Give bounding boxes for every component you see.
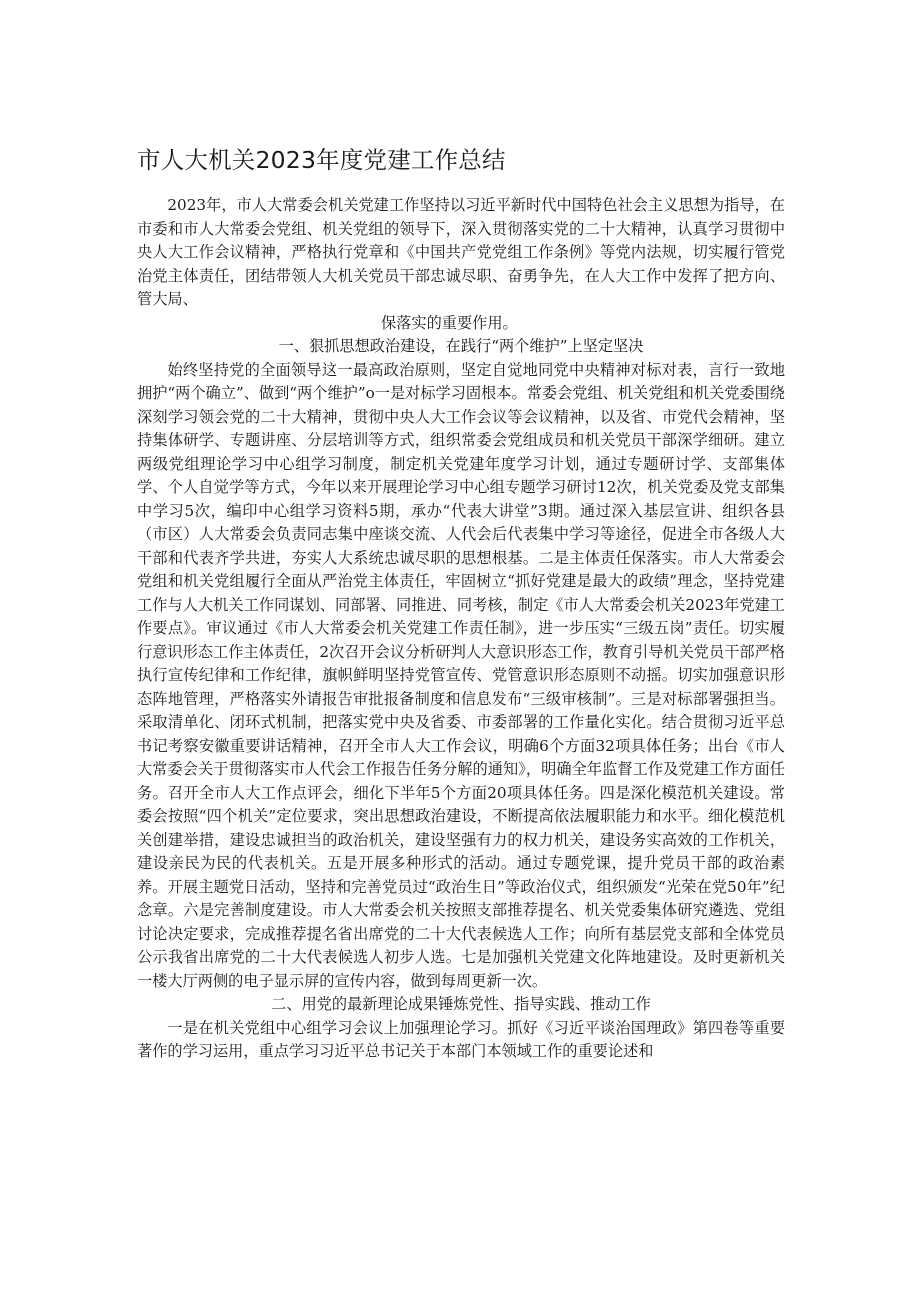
section-2-heading: 二、用党的最新理论成果锤炼党性、指导实践、推动工作 (271, 995, 651, 1013)
section-1-heading: 一、狠抓思想政治建设，在践行“两个维护”上坚定坚决 (278, 337, 644, 355)
section-2-paragraph: 一是在机关党组中心组学习会议上加强理论学习。抓好《习近平谈治国理政》第四卷等重要著作的学习运用，重点学习习近平总书记关于本部门本领域工作的重要论述和 (137, 1018, 785, 1060)
intro-paragraph: 2023年，市人大常委会机关党建工作坚持以习近平新时代中国特色社会主义思想为指导，在市委和市人大常委会党组、机关党组的领导下，深入贯彻落实党的二十大精神，认真学习贯彻中央人大工作会议精神，严格执行党章和《中国共产党党组工作条例》等党内法规，切实履行管党治党主体责任，团结带领人大机关党员干部忠诚尽职、奋勇争先，在人大工作中发挥了把方向、管大局、 (137, 196, 785, 308)
document-title: 市人大机关2023年度党建工作总结 (137, 146, 506, 174)
intro-paragraph-ending: 保落实的重要作用。 (381, 313, 518, 332)
document-body (137, 194, 785, 1064)
section-1-paragraph: 始终坚持党的全面领导这一最高政治原则，坚定自觉地同党中央精神对标对表，言行一致地拥护“两个确立”、做到“两个维护”o一是对标学习固根本。常委会党组、机关党组和机关党委围绕深刻学习领会党的二十大精神，贯彻中央人大工作会议等会议精神，以及省、市党代会精神，坚持集体研学、专题讲座、分层培训等方式，组织常委会党组成员和机关党员干部深学细研。建立两级党组理论学习中心组学习制度，制定机关党建年度学习计划，通过专题研讨学、支部集体学、个人自觉学等方式，今年以来开展理论学习中心组专题学习研讨12次，机关党委及党支部集中学习5次，编印中心组学习资料5期，承办“代表大讲堂”3期。通过深入基层宣讲、组织各县（市区）人大常委会负责同志集中座谈交流、人代会后代表集中学习等途径，促进全市各级人大干部和代表齐学共进，夯实人大系统忠诚尽职的思想根基。二是主体责任保落实。市人大常委会党组和机关党组履行全面从严治党主体责任，牢固树立“抓好党建是最大的政绩”理念，坚持党建工作与人大机关工作同谋划、同部署、同推进、同考核，制定《市人大常委会机关2023年党建工作要点》。审议通过《市人大常委会机关党建工作责任制》，进一步压实“三级五岗”责任。切实履行意识形态工作主体责任，2次召开会议分析研判人大意识形态工作，教育引导机关党员干部严格执行宣传纪律和工作纪律，旗帜鲜明坚持党管宣传、党管意识形态原则不动摇。切实加强意识形态阵地管理，严格落实外请报告审批报备制度和信息发布“三级审核制”。三是对标部署强担当。采取清单化、闭环式机制，把落实党中央及省委、市委部署的工作量化实化。结合贯彻习近平总书记考察安徽重要讲话精神，召开全市人大工作会议，明确6个方面32项具体任务；出台《市人大常委会关于贯彻落实市人代会工作报告任务分解的通知》，明确全年监督工作及党建工作方面任务。召开全市人大工作点评会，细化下半年5个方面20项具体任务。四是深化模范机关建设。常委会按照“四个机关”定位要求，突出思想政治建设，不断提高依法履职能力和水平。细化模范机关创建举措，建设忠诚担当的政治机关，建设坚强有力的权力机关，建设务实高效的工作机关，建设亲民为民的代表机关。五是开展多种形式的活动。通过专题党课，提升党员干部的政治素养。开展主题党日活动，坚持和完善党员过“政治生日”等政治仪式，组织颁发“光荣在党50年”纪念章。六是完善制度建设。市人大常委会机关按照支部推荐提名、机关党委集体研究遴选、党组讨论决定要求，完成推荐提名省出席党的二十大代表候选人工作；向所有基层党支部和全体党员公示我省出席党的二十大代表候选人初步人选。七是加强机关党建文化阵地建设。及时更新机关一楼大厅两侧的电子显示屏的宣传内容，做到每周更新一次。 (137, 360, 785, 990)
